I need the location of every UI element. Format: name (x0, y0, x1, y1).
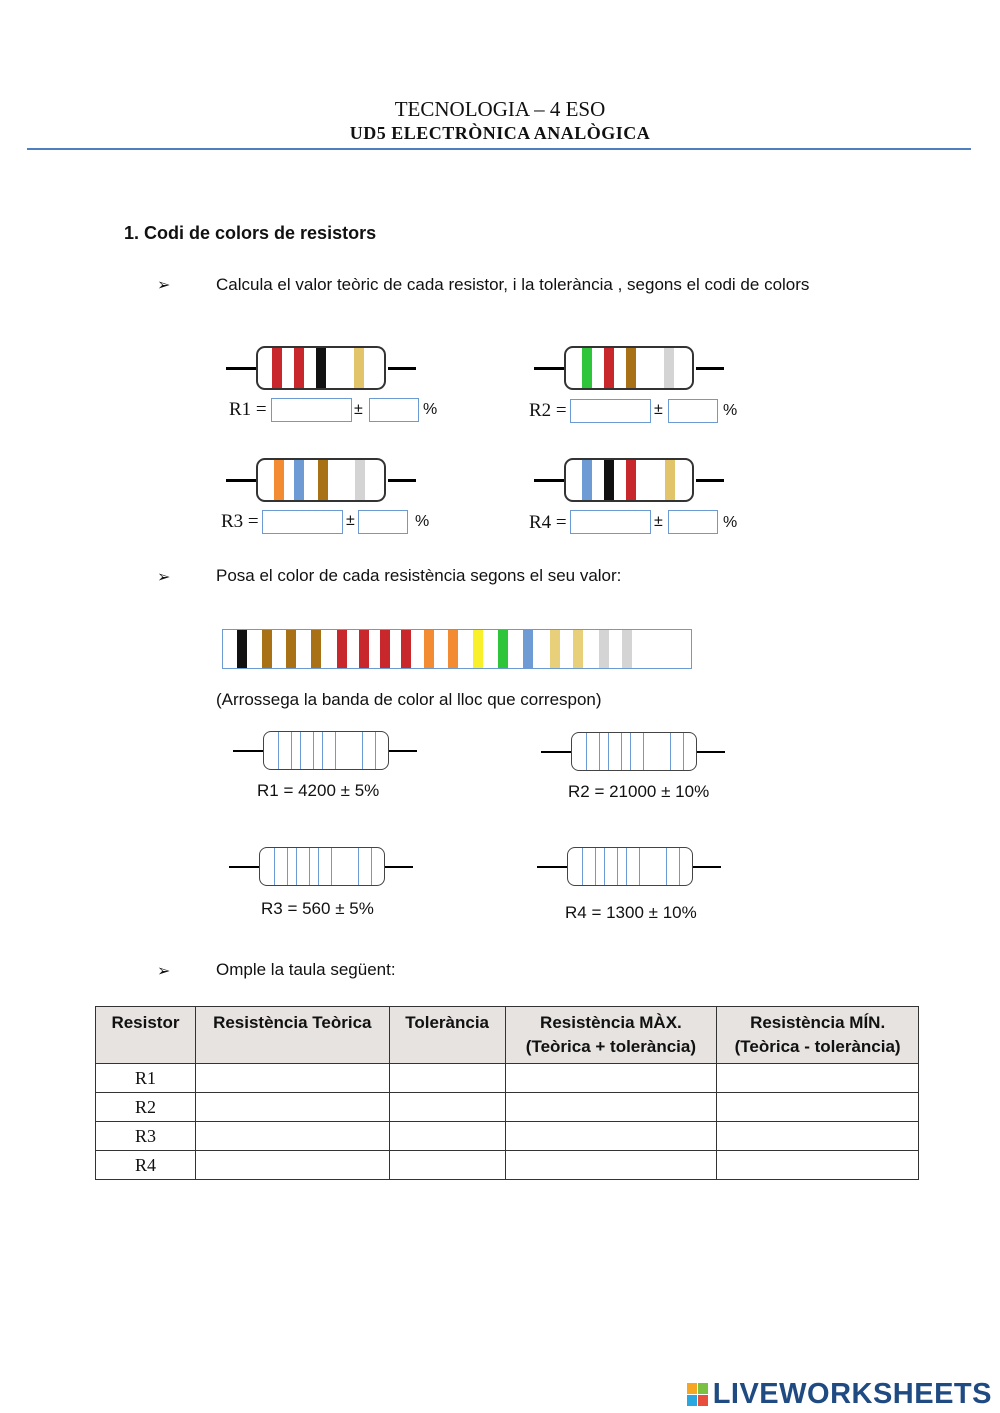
r4-band-4 (665, 460, 675, 500)
header-theoretical: Resistència Teòrica (195, 1007, 389, 1064)
row-label: R2 (96, 1093, 196, 1122)
cell-theoretical[interactable] (195, 1093, 389, 1122)
header-tolerance: Tolerància (389, 1007, 505, 1064)
target-r1-label: R1 = 4200 ± 5% (257, 781, 380, 800)
r1-value-input[interactable] (271, 398, 352, 422)
r4-percent: % (723, 514, 738, 531)
cell-min[interactable] (717, 1151, 919, 1180)
table-row (96, 1064, 919, 1093)
brand-text: LIVEWORKSHEETS (712, 1378, 992, 1410)
r2-band-1 (582, 348, 592, 388)
r1-plusminus: ± (354, 401, 363, 418)
r2-band-2 (604, 348, 614, 388)
cell-theoretical[interactable] (195, 1151, 389, 1180)
r2-band-3 (626, 348, 636, 388)
resistor-r1-image (226, 346, 416, 390)
r3-plusminus: ± (346, 512, 355, 529)
drop-resistor-r3 (229, 847, 413, 887)
cell-tolerance[interactable] (389, 1093, 505, 1122)
palette-band-1[interactable] (237, 630, 247, 668)
cell-max[interactable] (505, 1151, 717, 1180)
resistor-r4-image (534, 458, 724, 502)
cell-theoretical[interactable] (195, 1122, 389, 1151)
r3-slot-1[interactable] (274, 848, 288, 885)
palette-band-5[interactable] (337, 630, 347, 668)
target-r4-label: R4 = 1300 ± 10% (565, 903, 697, 922)
r4-band-3 (626, 460, 636, 500)
palette-band-7[interactable] (380, 630, 390, 668)
palette-band-16[interactable] (599, 630, 609, 668)
document-title: TECNOLOGIA – 4 ESO (394, 97, 606, 121)
header-max (505, 1007, 717, 1064)
palette-band-13[interactable] (523, 630, 533, 668)
cell-min[interactable] (717, 1093, 919, 1122)
bullet-arrow-icon: ➢ (157, 569, 171, 586)
r4-tolerance-input[interactable] (668, 510, 718, 534)
r2-slot-1[interactable] (586, 733, 600, 770)
r2-tolerance-input[interactable] (668, 399, 718, 423)
palette-band-6[interactable] (359, 630, 369, 668)
header-min (717, 1007, 919, 1064)
r1-band-4 (354, 348, 364, 388)
drop-resistor-r1 (233, 731, 417, 771)
section-title: 1. Codi de colors de resistors (124, 223, 377, 243)
palette-band-17[interactable] (622, 630, 632, 668)
cell-theoretical[interactable] (195, 1064, 389, 1093)
r4-plusminus: ± (654, 513, 663, 530)
resistor-r3-image (226, 458, 416, 502)
cell-tolerance[interactable] (389, 1151, 505, 1180)
palette-band-10[interactable] (448, 630, 458, 668)
row-label: R4 (96, 1151, 196, 1180)
r2-slot-4[interactable] (670, 733, 684, 770)
header-max-line2: (Teòrica + tolerància) (525, 1037, 697, 1056)
r1-band-2 (294, 348, 304, 388)
r3-band-1 (274, 460, 284, 500)
cell-tolerance[interactable] (389, 1122, 505, 1151)
r2-slot-2[interactable] (608, 733, 622, 770)
row-label: R3 (96, 1122, 196, 1151)
cell-max[interactable] (505, 1093, 717, 1122)
r4-value-input[interactable] (570, 510, 651, 534)
r2-label: R2 = (529, 400, 567, 421)
r1-slot-1[interactable] (278, 732, 292, 769)
cell-max[interactable] (505, 1064, 717, 1093)
table-row (96, 1122, 919, 1151)
table-row (96, 1093, 919, 1122)
palette-band-12[interactable] (498, 630, 508, 668)
cell-min[interactable] (717, 1064, 919, 1093)
r1-slot-2[interactable] (300, 732, 314, 769)
color-band-palette (222, 629, 692, 669)
palette-band-15[interactable] (573, 630, 583, 668)
cell-tolerance[interactable] (389, 1064, 505, 1093)
r1-percent: % (423, 401, 438, 418)
drop-resistor-r4 (537, 847, 721, 887)
r3-value-input[interactable] (262, 510, 343, 534)
instruction-1: Calcula el valor teòric de cada resistor, i la tolerància , segons el codi de colors (216, 275, 810, 294)
r2-value-input[interactable] (570, 399, 651, 423)
r1-slot-3[interactable] (322, 732, 336, 769)
r3-percent: % (415, 513, 430, 530)
palette-band-8[interactable] (401, 630, 411, 668)
r3-slot-4[interactable] (358, 848, 372, 885)
cell-min[interactable] (717, 1122, 919, 1151)
instruction-2: Posa el color de cada resistència segons el seu valor: (216, 566, 622, 585)
r3-band-3 (318, 460, 328, 500)
palette-band-3[interactable] (286, 630, 296, 668)
r3-tolerance-input[interactable] (358, 510, 408, 534)
palette-band-2[interactable] (262, 630, 272, 668)
palette-band-14[interactable] (550, 630, 560, 668)
r3-band-2 (294, 460, 304, 500)
r2-percent: % (723, 402, 738, 419)
r1-slot-4[interactable] (362, 732, 376, 769)
palette-band-11[interactable] (473, 630, 483, 668)
target-r3-label: R3 = 560 ± 5% (261, 899, 374, 918)
bullet-arrow-icon: ➢ (157, 277, 171, 294)
r4-band-2 (604, 460, 614, 500)
palette-band-9[interactable] (424, 630, 434, 668)
resistance-table (95, 1006, 919, 1180)
r4-slot-4[interactable] (666, 848, 680, 885)
r2-plusminus: ± (654, 401, 663, 418)
table-row (96, 1151, 919, 1180)
r4-label: R4 = (529, 512, 567, 533)
palette-band-4[interactable] (311, 630, 321, 668)
bullet-arrow-icon: ➢ (157, 963, 171, 980)
r4-slot-2[interactable] (604, 848, 618, 885)
target-r2-label: R2 = 21000 ± 10% (568, 782, 710, 801)
resistor-r2-image (534, 346, 724, 390)
r2-slot-3[interactable] (630, 733, 644, 770)
r3-slot-3[interactable] (318, 848, 332, 885)
r4-slot-1[interactable] (582, 848, 596, 885)
r3-band-4 (355, 460, 365, 500)
r1-tolerance-input[interactable] (369, 398, 419, 422)
header-max-line1: Resistència MÀX. (540, 1013, 682, 1032)
drag-hint: (Arrossega la banda de color al lloc que correspon) (216, 690, 602, 709)
header-min-line2: (Teòrica - tolerància) (734, 1037, 901, 1056)
r3-label: R3 = (221, 511, 259, 532)
instruction-3: Omple la taula següent: (216, 960, 396, 979)
row-label: R1 (96, 1064, 196, 1093)
r4-slot-3[interactable] (626, 848, 640, 885)
r4-band-1 (582, 460, 592, 500)
header-resistor: Resistor (96, 1007, 196, 1064)
r1-band-1 (272, 348, 282, 388)
cell-max[interactable] (505, 1122, 717, 1151)
r3-slot-2[interactable] (296, 848, 310, 885)
r1-label: R1 = (229, 399, 267, 420)
liveworksheets-logo (687, 1378, 992, 1411)
document-subtitle: UD5 ELECTRÒNICA ANALÒGICA (349, 123, 651, 143)
drop-resistor-r2 (541, 732, 725, 772)
r2-band-4 (664, 348, 674, 388)
header-min-line1: Resistència MÍN. (750, 1013, 886, 1032)
liveworksheets-icon (687, 1383, 709, 1407)
r1-band-3 (316, 348, 326, 388)
header-divider (27, 148, 971, 150)
